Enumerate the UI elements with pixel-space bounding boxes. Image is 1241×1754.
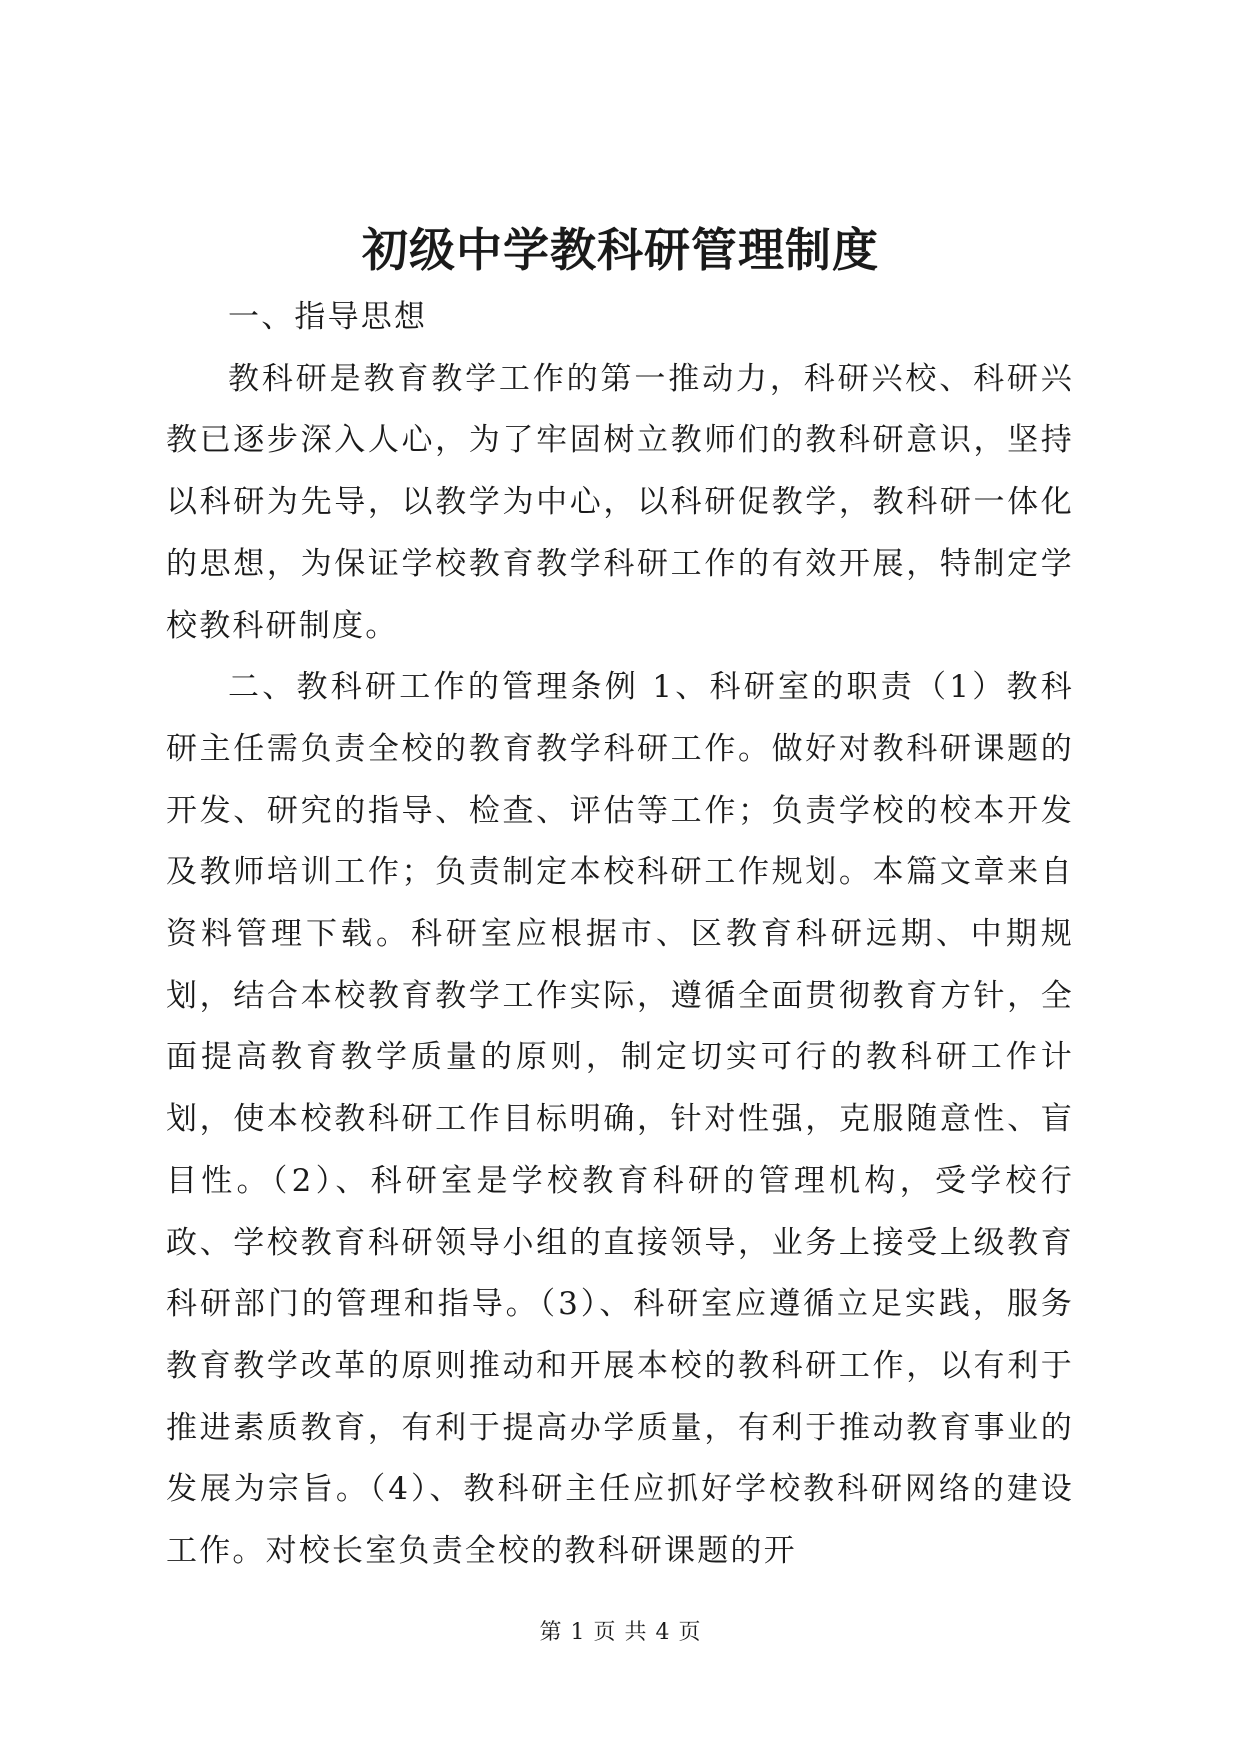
document-title: 初级中学教科研管理制度 xyxy=(362,223,879,277)
paragraph-guiding-thought: 一、指导思想 xyxy=(228,299,428,335)
page-number: 第 1 页 共 4 页 xyxy=(539,1620,702,1645)
document-body xyxy=(166,287,1074,1583)
paragraph-management-rules: 二、教科研工作的管理条例 1、科研室的职责（1）教科研主任需负责全校的教育教学科研工作。做好对教科研课题的开发、研究的指导、检查、评估等工作；负责学校的校本开发及教师培训工作；负责制定本校科研工作规划。本篇文章来自资料管理下载。科研室应根据市、区教育科研远期、中期规划，结合本校教育教学工作实际，遵循全面贯彻教育方针，全面提高教育教学质量的原则，制定切实可行的教科研工作计划，使本校教科研工作目标明确，针对性强，克服随意性、盲目性。（2）、科研室是学校教育科研的管理机构，受学校行政、学校教育科研领导小组的直接领导，业务上接受上级教育科研部门的管理和指导。（3）、科研室应遵循立足实践，服务教育教学改革的原则推动和开展本校的教科研工作，以有利于推进素质教育，有利于提高办学质量，有利于推动教育事业的发展为宗旨。（4）、教科研主任应抓好学校教科研网络的建设工作。对校长室负责全校的教科研课题的开 xyxy=(166,669,1074,1570)
paragraph-intro: 教科研是教育教学工作的第一推动力，科研兴校、科研兴教已逐步深入人心，为了牢固树立教师们的教科研意识，坚持以科研为先导，以教学为中心，以科研促教学，教科研一体化的思想，为保证学校教育教学科研工作的有效开展，特制定学校教科研制度。 xyxy=(166,360,1074,644)
